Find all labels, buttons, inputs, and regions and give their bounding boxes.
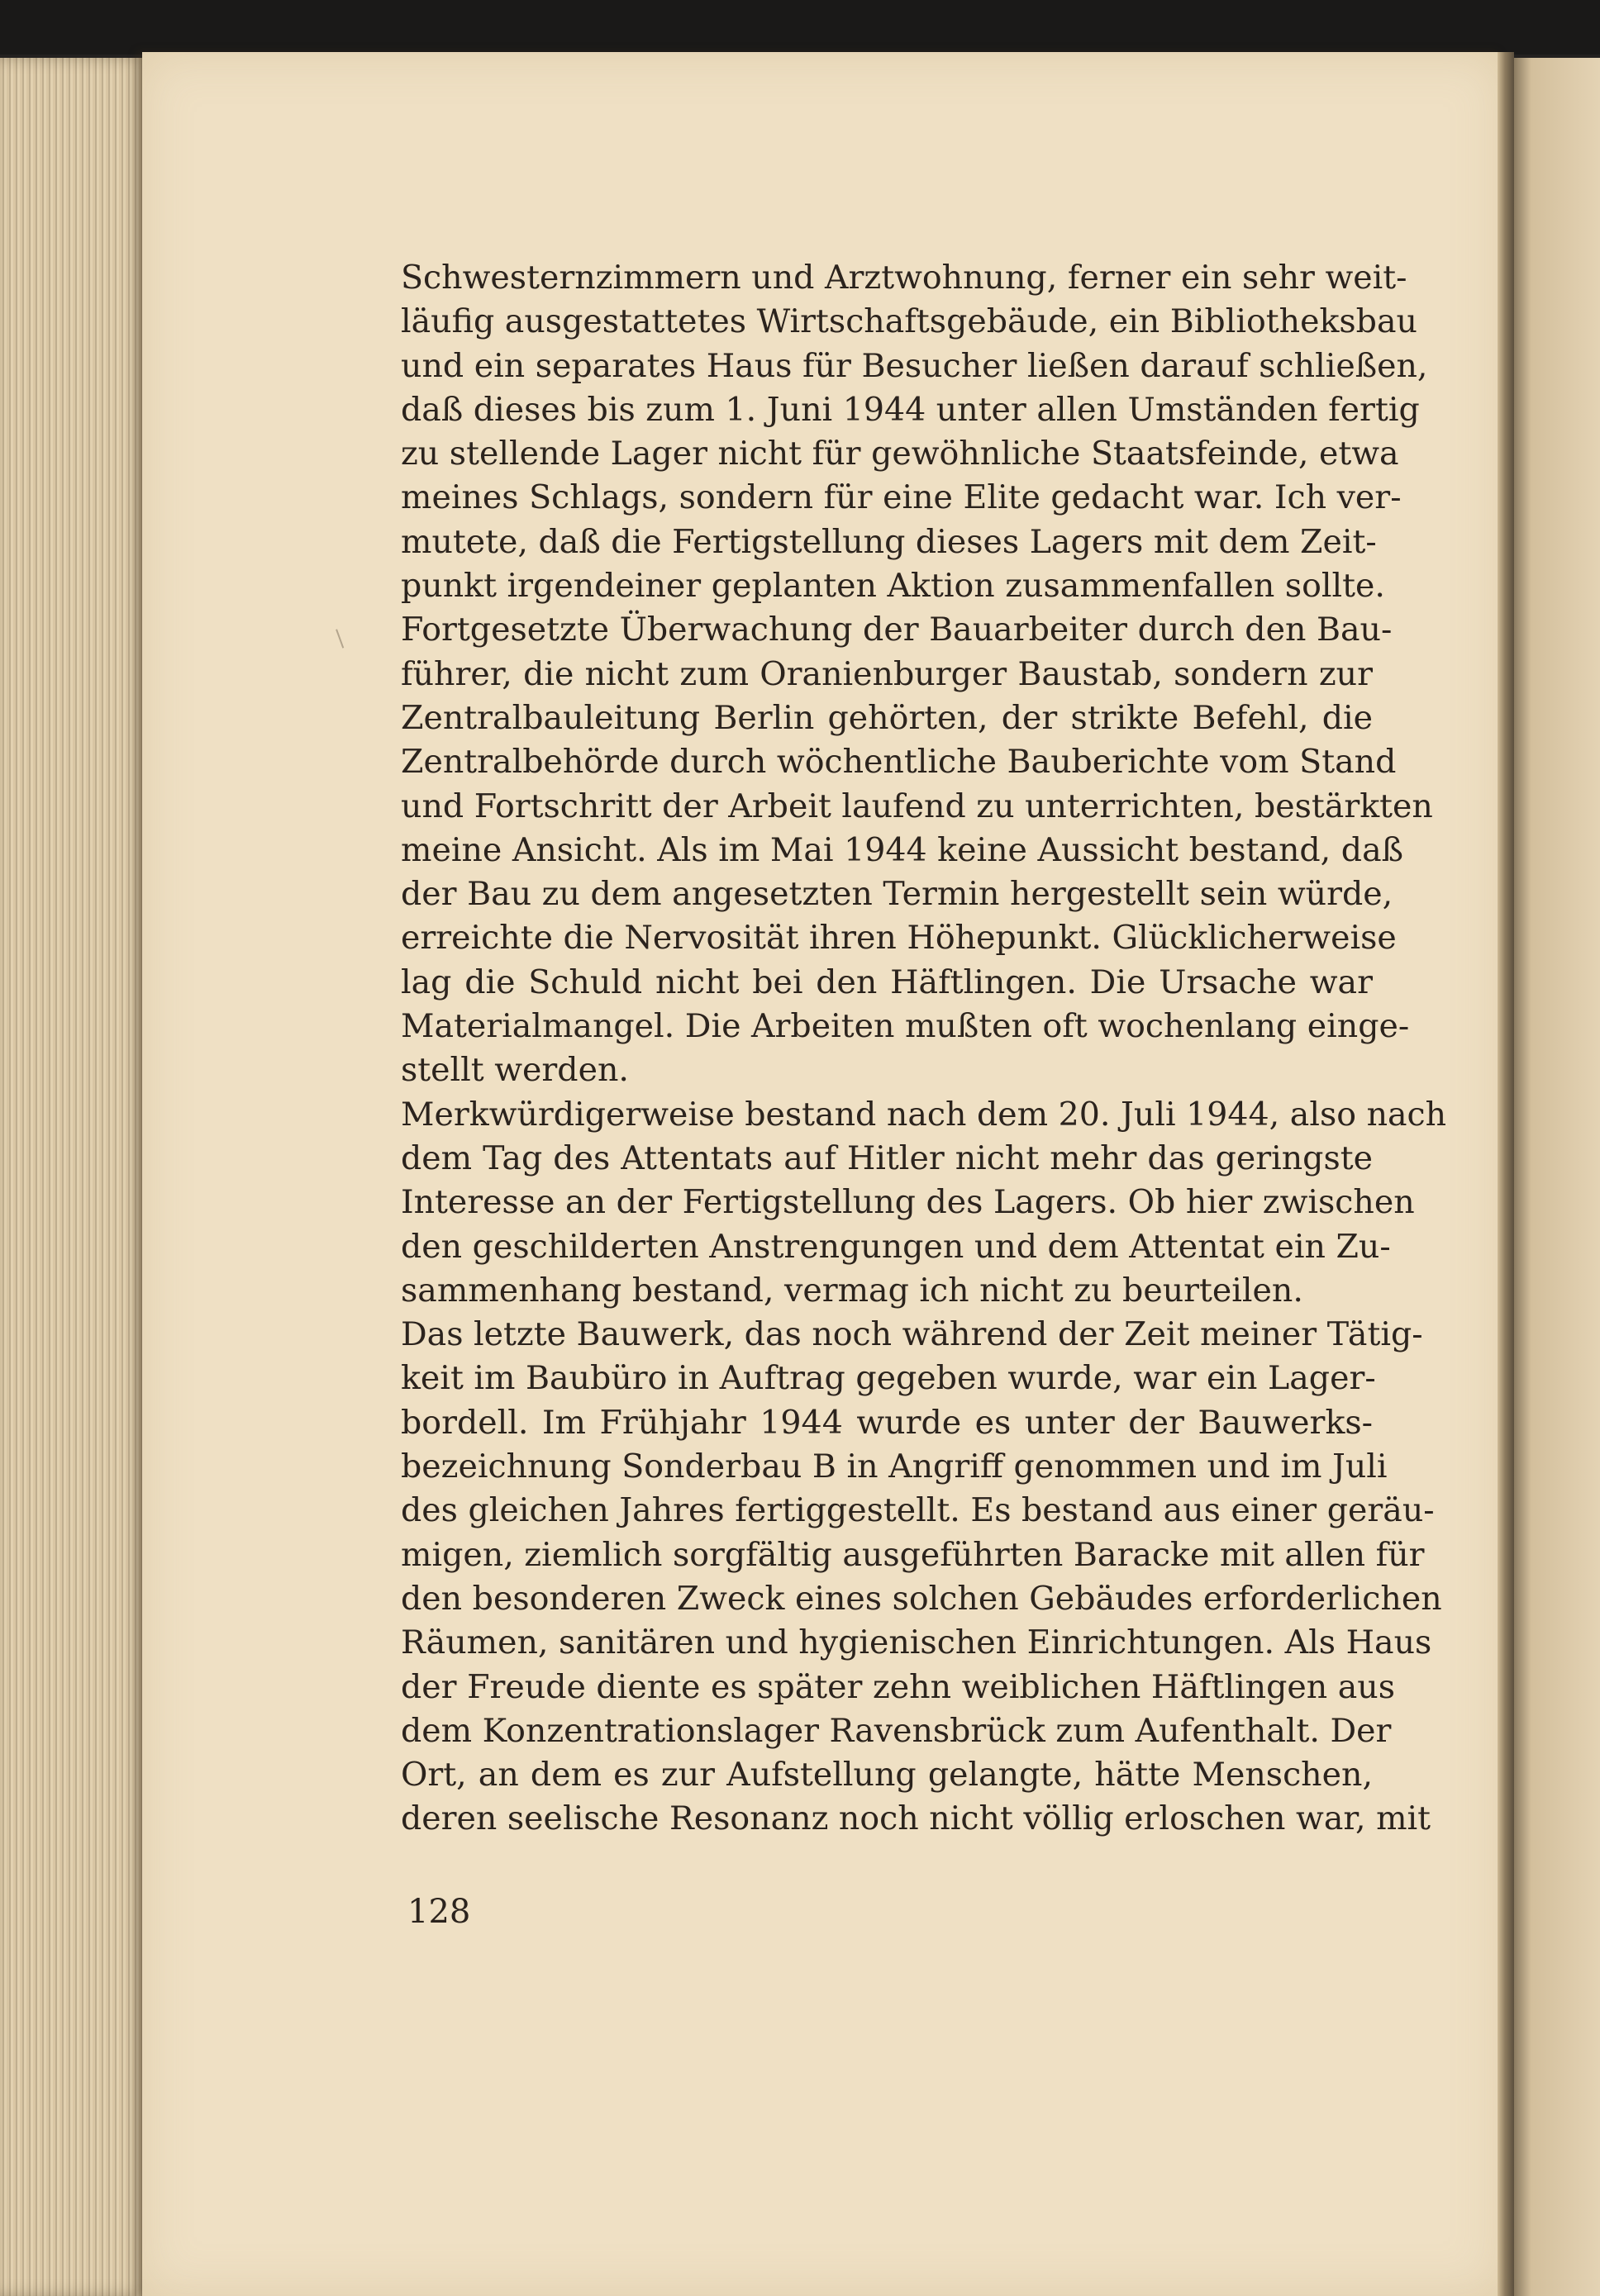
text-line: zu stellende Lager nicht für gewöhnliche Staatsfeinde, etwa [401, 435, 1399, 473]
text-line: der Freude diente es später zehn weiblichen Häftlingen aus [401, 1667, 1395, 1706]
text-line: und Fortschritt der Arbeit laufend zu unterrichten, bestärkten [401, 787, 1433, 825]
text-line: keit im Baubüro in Auftrag gegeben wurde, war ein Lager- [401, 1359, 1376, 1398]
facing-page-edge [1514, 58, 1600, 2296]
text-line: daß dieses bis zum 1. Juni 1944 unter allen Umständen fertig [401, 390, 1420, 429]
text-line: den besonderen Zweck eines solchen Gebäudes erforderlichen [401, 1579, 1442, 1618]
text-line: dem Tag des Attentats auf Hitler nicht mehr das geringste [401, 1138, 1373, 1177]
text-line: bezeichnung Sonderbau B in Angriff genommen und im Juli [401, 1447, 1388, 1486]
body-text [401, 256, 1447, 1842]
text-line: führer, die nicht zum Oranienburger Baustab, sondern zur [401, 654, 1373, 693]
text-line: der Bau zu dem angesetzten Termin hergestellt sein würde, [401, 875, 1393, 914]
text-line: punkt irgendeiner geplanten Aktion zusammenfallen sollte. [401, 567, 1385, 606]
text-line: Merkwürdigerweise bestand nach dem 20. Juli 1944, also nach [401, 1095, 1447, 1134]
text-line: Ort, an dem es zur Aufstellung gelangte, hätte Menschen, [401, 1756, 1373, 1794]
page-number: 128 [407, 1893, 471, 1931]
text-line: Das letzte Bauwerk, das noch während der Zeit meiner Tätig- [401, 1315, 1423, 1354]
text-line: läufig ausgestattetes Wirtschaftsgebäude, ein Bibliotheksbau [401, 302, 1417, 341]
text-line: meines Schlags, sondern für eine Elite gedacht war. Ich ver- [401, 478, 1402, 517]
text-line: Interesse an der Fertigstellung des Lagers. Ob hier zwischen [401, 1183, 1415, 1222]
text-line: mutete, daß die Fertigstellung dieses Lagers mit dem Zeit- [401, 522, 1377, 561]
text-line: und ein separates Haus für Besucher ließen darauf schließen, [401, 346, 1428, 385]
text-line: Zentralbehörde durch wöchentliche Bauberichte vom Stand [401, 743, 1397, 782]
text-line: Fortgesetzte Überwachung der Bauarbeiter durch den Bau- [401, 611, 1393, 649]
text-line: sammenhang bestand, vermag ich nicht zu beurteilen. [401, 1271, 1303, 1310]
text-line: bordell. Im Frühjahr 1944 wurde es unter der Bauwerks- [401, 1403, 1373, 1442]
text-line: deren seelische Resonanz noch nicht völlig erloschen war, mit [401, 1799, 1431, 1838]
text-line: Räumen, sanitären und hygienischen Einrichtungen. Als Haus [401, 1623, 1432, 1662]
text-line: den geschilderten Anstrengungen und dem Attentat ein Zu- [401, 1227, 1391, 1266]
text-line: stellt werden. [401, 1051, 629, 1090]
text-line: des gleichen Jahres fertiggestellt. Es bestand aus einer geräu- [401, 1491, 1435, 1530]
text-line: Materialmangel. Die Arbeiten mußten oft wochenlang einge- [401, 1007, 1410, 1046]
left-page-stack [0, 58, 147, 2296]
text-line: erreichte die Nervosität ihren Höhepunkt. Glücklicherweise [401, 919, 1397, 958]
text-line: dem Konzentrationslager Ravensbrück zum Aufenthalt. Der [401, 1711, 1392, 1750]
scanner-background [0, 0, 1600, 55]
text-line: Schwesternzimmern und Arztwohnung, ferner ein sehr weit- [401, 259, 1407, 297]
text-line: Zentralbauleitung Berlin gehörten, der strikte Befehl, die [401, 698, 1373, 737]
text-line: lag die Schuld nicht bei den Häftlingen. Die Ursache war [401, 963, 1373, 1001]
text-line: meine Ansicht. Als im Mai 1944 keine Aussicht bestand, daß [401, 830, 1404, 869]
book-gutter [1498, 52, 1514, 2296]
text-line: migen, ziemlich sorgfältig ausgeführten Baracke mit allen für [401, 1535, 1425, 1574]
